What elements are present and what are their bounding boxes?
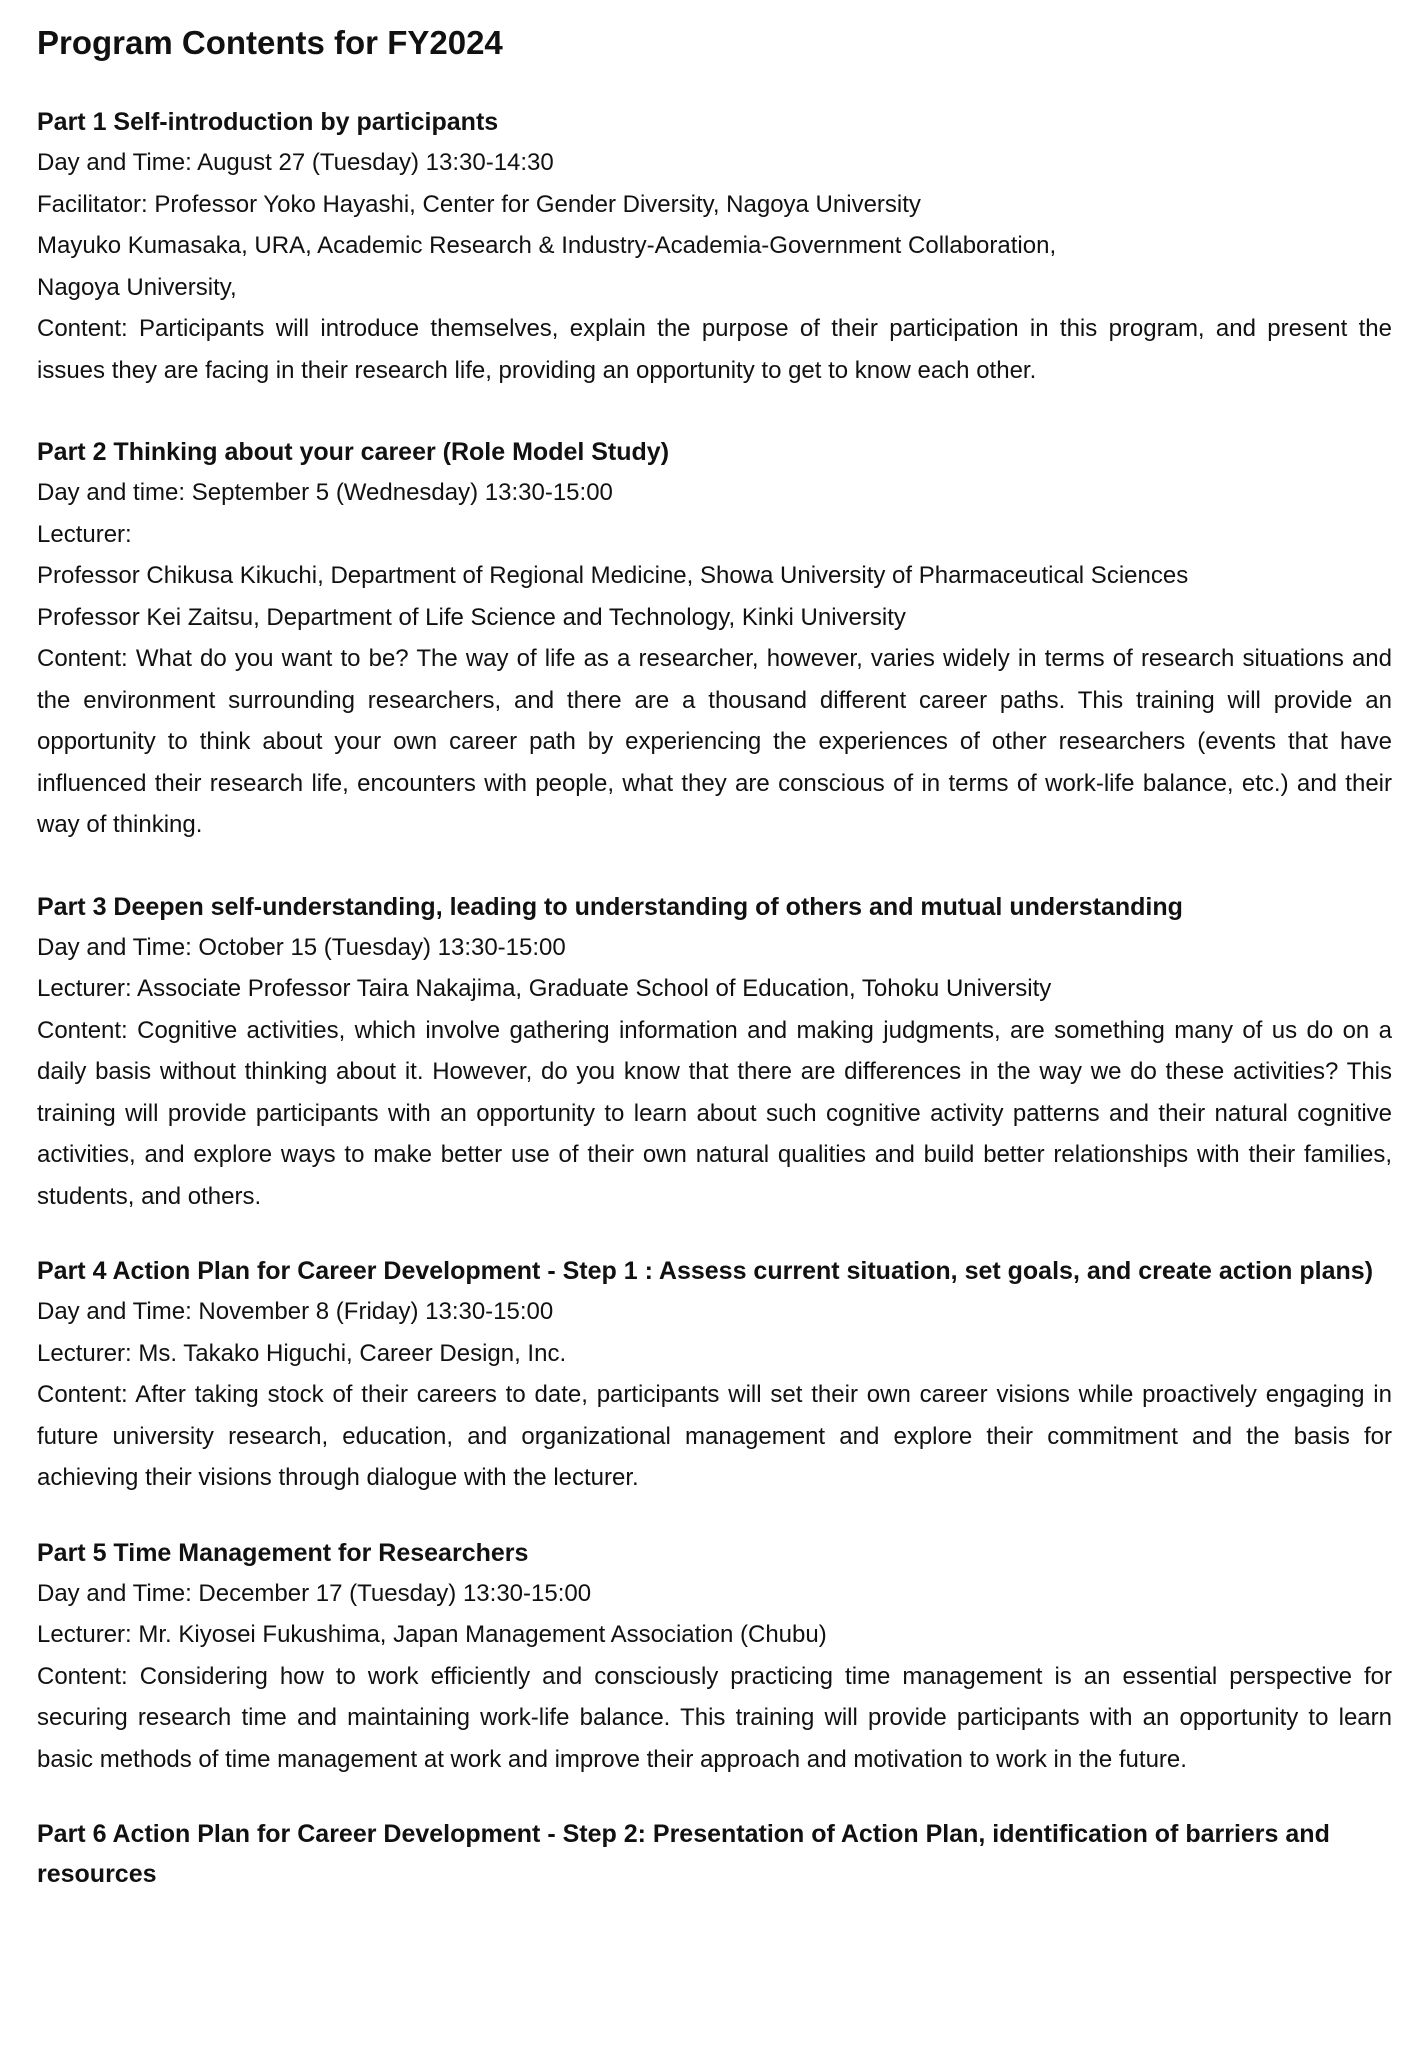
part-4-heading: Part 4 Action Plan for Career Development - Step 1 : Assess current situation, set goals, and create action plans) (37, 1257, 1374, 1285)
page-title: Program Contents for FY2024 (37, 24, 503, 61)
part-1-content: Content: Participants will introduce themselves, explain the purpose of their participation in this program, and present the issues they are facing in their research life, providing an opportunity to get to know each other. (37, 315, 1392, 384)
part-2-heading: Part 2 Thinking about your career (Role Model Study) (37, 438, 670, 466)
part-1-co-facilitator: Mayuko Kumasaka, URA, Academic Research & Industry-Academia-Government Collaboration, (37, 232, 1057, 259)
part-2-lecturer-2: Professor Kei Zaitsu, Department of Life Science and Technology, Kinki University (37, 603, 906, 631)
part-4-content: Content: After taking stock of their careers to date, participants will set their own career visions while proactively engaging in future university research, education, and organizational management and explore their commitment and the basis for achieving their visions through dialogue with the lecturer. (37, 1381, 1392, 1491)
part-2-content: Content: What do you want to be? The way of life as a researcher, however, varies widely in terms of research situations and the environment surrounding researchers, and there are a thousand different career paths. This training will provide an opportunity to think about your own career path by experiencing the experiences of other researchers (events that have influenced their research life, encounters with people, what they are conscious of in terms of work-life balance, etc.) and their way of thinking. (37, 645, 1392, 838)
part-2-lecturer-label: Lecturer: (37, 520, 132, 548)
part-2-lecturer-1: Professor Chikusa Kikuchi, Department of Regional Medicine, Showa University of Pharmaceutical Sciences (37, 562, 1189, 589)
part-4 (37, 1251, 1392, 1499)
part-5-content: Content: Considering how to work efficiently and consciously practicing time management is an essential perspective for securing research time and maintaining work-life balance. This training will provide participants with an opportunity to learn basic methods of time management at work and improve their approach and motivation to work in the future. (37, 1662, 1392, 1773)
part-5-heading: Part 5 Time Management for Researchers (37, 1538, 529, 1567)
part-3-heading: Part 3 Deepen self-understanding, leading to understanding of others and mutual understanding (37, 892, 1183, 921)
part-1-date-time: Day and Time: August 27 (Tuesday) 13:30-14:30 (37, 149, 554, 176)
part-6 (37, 1814, 1392, 1894)
part-6-heading: Part 6 Action Plan for Career Development - Step 2: Presentation of Action Plan, identification of barriers and resources (37, 1820, 1330, 1888)
part-3 (37, 887, 1392, 1218)
part-3-lecturer: Lecturer: Associate Professor Taira Nakajima, Graduate School of Education, Tohoku University (37, 975, 1052, 1002)
part-1 (37, 102, 1392, 391)
part-2-date-time: Day and time: September 5 (Wednesday) 13:30-15:00 (37, 479, 613, 506)
part-3-date-time: Day and Time: October 15 (Tuesday) 13:30-15:00 (37, 933, 566, 961)
part-1-facilitator: Facilitator: Professor Yoko Hayashi, Center for Gender Diversity, Nagoya University (37, 190, 921, 218)
part-5 (37, 1533, 1392, 1781)
document-page (37, 18, 1392, 1894)
part-5-lecturer: Lecturer: Mr. Kiyosei Fukushima, Japan Management Association (Chubu) (37, 1621, 827, 1648)
part-4-date-time: Day and Time: November 8 (Friday) 13:30-15:00 (37, 1298, 554, 1325)
part-5-date-time: Day and Time: December 17 (Tuesday) 13:30-15:00 (37, 1579, 592, 1607)
part-2 (37, 432, 1392, 846)
part-3-content: Content: Cognitive activities, which involve gathering information and making judgments, are something many of us do on a daily basis without thinking about it. However, do you know that there are differences in the way we do these activities? This training will provide participants with an opportunity to learn about such cognitive activity patterns and their natural cognitive activities, and explore ways to make better use of their own natural qualities and build better relationships with their families, students, and others. (37, 1016, 1392, 1210)
part-4-lecturer: Lecturer: Ms. Takako Higuchi, Career Design, Inc. (37, 1339, 567, 1367)
part-1-heading: Part 1 Self-introduction by participants (37, 108, 499, 136)
part-1-co-facilitator-affiliation: Nagoya University, (37, 273, 237, 301)
